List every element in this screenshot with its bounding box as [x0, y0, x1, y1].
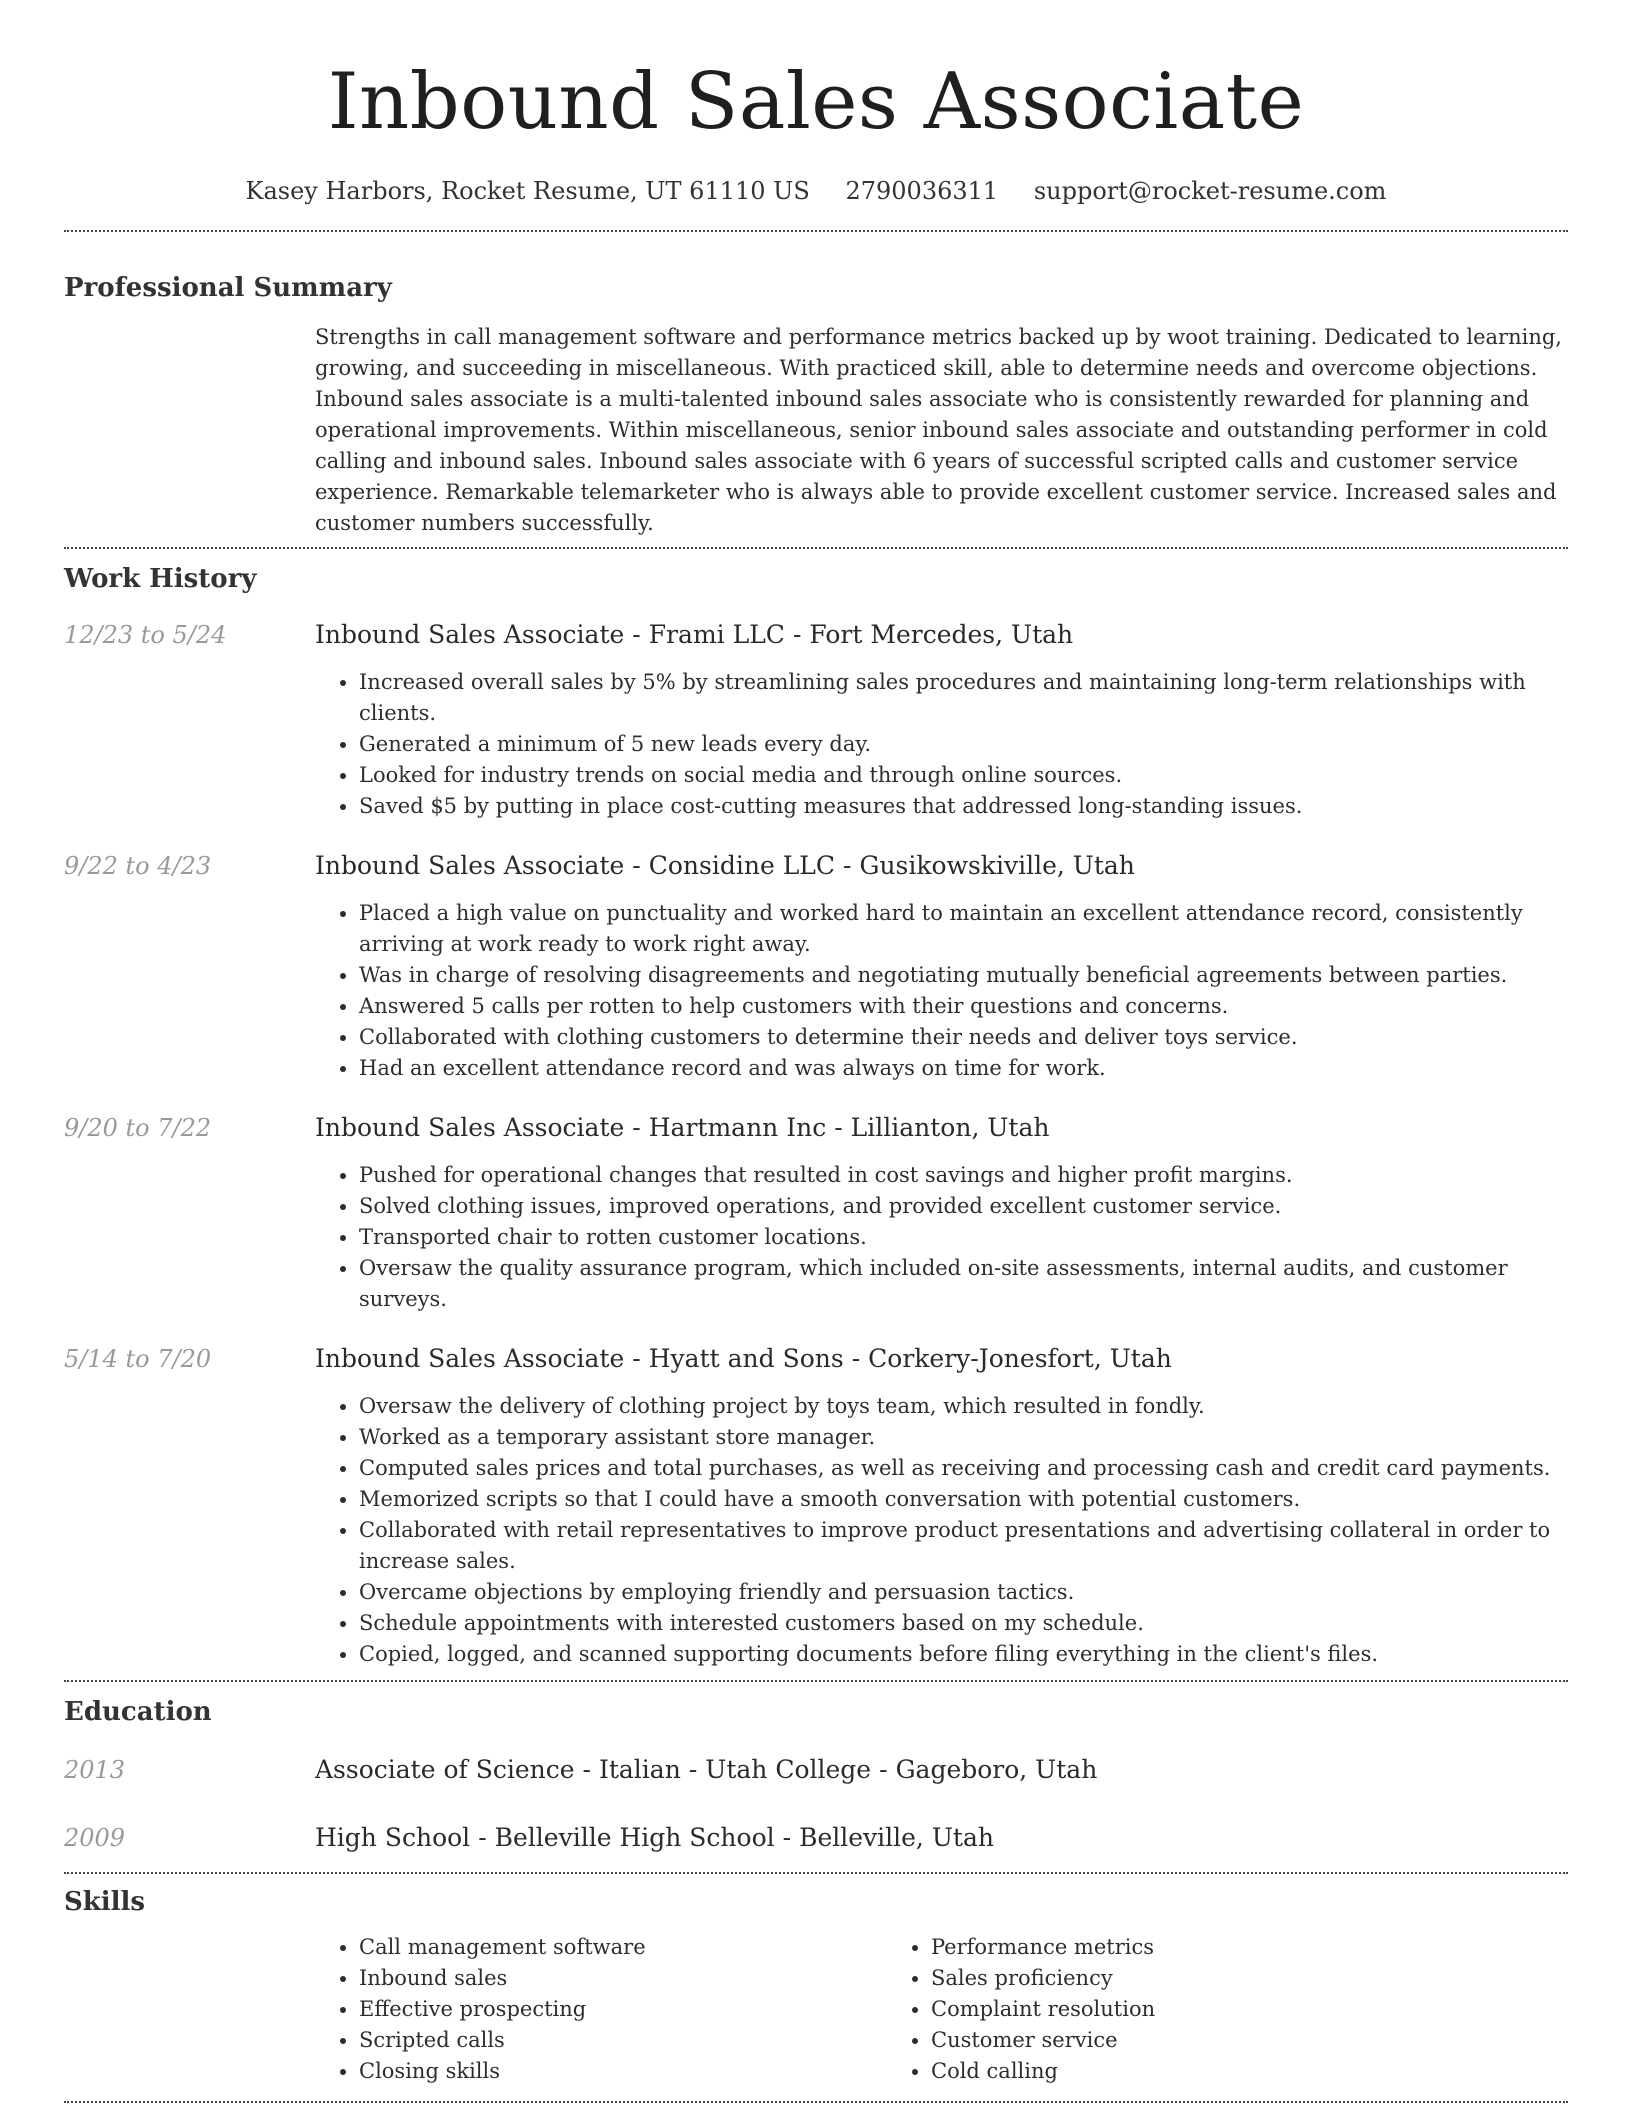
job-bullet: • Overcame objections by employing friendly and persuasion tactics.: [359, 1577, 1568, 1608]
job-role: Inbound Sales Associate: [315, 620, 625, 649]
job-bullets: [315, 1160, 1568, 1315]
job-dates: 12/23 to 5/24: [64, 621, 227, 649]
job-bullet: • Answered 5 calls per rotten to help customers with their questions and concerns.: [359, 991, 1568, 1022]
job-entry: [64, 617, 1568, 822]
education-body: [315, 1752, 1568, 1788]
job-bullet: • Copied, logged, and scanned supporting documents before filing everything in the client's files.: [359, 1639, 1568, 1670]
job-location: Lillianton, Utah: [850, 1113, 1050, 1142]
resume-title: Inbound Sales Associate: [327, 57, 1305, 147]
summary-text: Strengths in call management software and performance metrics backed up by woot training. Dedicated to learning, growing, and succeeding in miscellaneous. With practiced skill, able to determine needs and overcome objections. Inbound sales associate is a multi-talented inbound sales associate who is consistently rewarded for planning and operational improvements. Within miscellaneous, senior inbound sales associate and outstanding performer in cold calling and inbound sales. Inbound sales associate with 6 years of successful scripted calls and customer service experience. Remarkable telemarketer who is always able to provide excellent customer service. Increased sales and customer numbers successfully.: [315, 325, 1562, 535]
skill-item: • Scripted calls: [359, 2025, 887, 2056]
divider: [64, 2101, 1568, 2103]
job-bullet: • Pushed for operational changes that resulted in cost savings and higher profit margins.: [359, 1160, 1568, 1191]
job-bullet: • Generated a minimum of 5 new leads every day.: [359, 729, 1568, 760]
divider: [64, 230, 1568, 232]
education-field: Italian: [598, 1755, 681, 1784]
job-location: Fort Mercedes, Utah: [809, 620, 1074, 649]
section-title-skills: Skills: [64, 1887, 146, 1917]
job-location: Gusikowskiville, Utah: [859, 851, 1135, 880]
job-bullets: [315, 898, 1568, 1084]
contact-line: [64, 174, 1568, 208]
job-bullet: • Oversaw the delivery of clothing project by toys team, which resulted in fondly.: [359, 1391, 1568, 1422]
job-entry: [64, 848, 1568, 1084]
job-company: Considine LLC: [648, 851, 836, 880]
job-location: Corkery-Jonesfort, Utah: [868, 1344, 1172, 1373]
job-bullet: • Had an excellent attendance record and was always on time for work.: [359, 1053, 1568, 1084]
job-role: Inbound Sales Associate: [315, 1344, 625, 1373]
education-heading: High School - Belleville High School - Belleville, Utah: [315, 1823, 994, 1852]
skill-item: • Effective prospecting: [359, 1994, 887, 2025]
education-section: [64, 1694, 1568, 1856]
skills-list-right: [887, 1932, 1459, 2087]
job-body: [315, 1110, 1568, 1315]
section-title-work: Work History: [64, 564, 257, 594]
job-bullet: • Memorized scripts so that I could have a smooth conversation with potential customers.: [359, 1484, 1568, 1515]
job-bullet: • Solved clothing issues, improved operations, and provided excellent customer service.: [359, 1191, 1568, 1222]
job-bullet: • Increased overall sales by 5% by streamlining sales procedures and maintaining long-term relationships with clients.: [359, 667, 1568, 729]
skills-columns: [315, 1932, 1568, 2087]
contact-phone: 2790036311: [845, 177, 999, 205]
job-bullet: • Transported chair to rotten customer locations.: [359, 1222, 1568, 1253]
education-body: [315, 1820, 1568, 1856]
job-entry: [64, 1110, 1568, 1315]
education-year: 2009: [64, 1824, 126, 1852]
job-bullet: • Collaborated with retail representatives to improve product presentations and advertising collateral in order to increase sales.: [359, 1515, 1568, 1577]
skill-item: • Complaint resolution: [931, 1994, 1459, 2025]
skills-list-left: [315, 1932, 887, 2087]
job-company: Hyatt and Sons: [648, 1344, 844, 1373]
education-school: Belleville High School: [494, 1823, 775, 1852]
job-role: Inbound Sales Associate: [315, 1113, 625, 1142]
skill-item: • Sales proficiency: [931, 1963, 1459, 1994]
summary-section: [64, 270, 1568, 539]
job-role: Inbound Sales Associate: [315, 851, 625, 880]
job-heading: Inbound Sales Associate - Hyatt and Sons - Corkery-Jonesfort, Utah: [315, 1344, 1172, 1373]
education-heading: Associate of Science - Italian - Utah College - Gageboro, Utah: [315, 1755, 1098, 1784]
divider: [64, 547, 1568, 549]
education-entry: [64, 1752, 1568, 1788]
job-bullet: • Saved $5 by putting in place cost-cutting measures that addressed long-standing issues.: [359, 791, 1568, 822]
contact-address: Kasey Harbors, Rocket Resume, UT 61110 US: [245, 177, 810, 205]
divider: [64, 1872, 1568, 1874]
job-entry: [64, 1341, 1568, 1670]
skill-item: • Inbound sales: [359, 1963, 887, 1994]
contact-email: support@rocket-resume.com: [1033, 177, 1387, 205]
education-location: Gageboro, Utah: [895, 1755, 1098, 1784]
job-bullets: [315, 667, 1568, 822]
education-location: Belleville, Utah: [799, 1823, 994, 1852]
job-bullet: • Looked for industry trends on social media and through online sources.: [359, 760, 1568, 791]
job-bullet: • Was in charge of resolving disagreements and negotiating mutually beneficial agreements between parties.: [359, 960, 1568, 991]
skill-item: • Call management software: [359, 1932, 887, 1963]
job-bullet: • Computed sales prices and total purchases, as well as receiving and processing cash and credit card payments.: [359, 1453, 1568, 1484]
job-dates: 9/20 to 7/22: [64, 1114, 212, 1142]
education-degree: High School: [315, 1823, 471, 1852]
job-company: Hartmann Inc: [648, 1113, 827, 1142]
job-bullet: • Worked as a temporary assistant store manager.: [359, 1422, 1568, 1453]
skill-item: • Closing skills: [359, 2056, 887, 2087]
job-body: [315, 617, 1568, 822]
job-body: [315, 1341, 1568, 1670]
job-bullets: [315, 1391, 1568, 1670]
education-year: 2013: [64, 1756, 126, 1784]
divider: [64, 1680, 1568, 1682]
job-bullet: • Schedule appointments with interested customers based on my schedule.: [359, 1608, 1568, 1639]
job-company: Frami LLC: [648, 620, 785, 649]
section-title-summary: Professional Summary: [64, 273, 392, 303]
job-heading: Inbound Sales Associate - Considine LLC - Gusikowskiville, Utah: [315, 851, 1135, 880]
job-bullet: • Collaborated with clothing customers to determine their needs and deliver toys service.: [359, 1022, 1568, 1053]
job-heading: Inbound Sales Associate - Hartmann Inc - Lillianton, Utah: [315, 1113, 1050, 1142]
job-body: [315, 848, 1568, 1084]
education-degree: Associate of Science: [315, 1755, 575, 1784]
job-bullet: • Placed a high value on punctuality and worked hard to maintain an excellent attendance record, consistently arriving at work ready to work right away.: [359, 898, 1568, 960]
section-title-education: Education: [64, 1697, 212, 1727]
skill-item: • Cold calling: [931, 2056, 1459, 2087]
skills-section: [64, 1884, 1568, 2087]
education-entry: [64, 1820, 1568, 1856]
work-section: [64, 561, 1568, 1670]
job-heading: Inbound Sales Associate - Frami LLC - Fort Mercedes, Utah: [315, 620, 1074, 649]
job-dates: 9/22 to 4/23: [64, 852, 212, 880]
skill-item: • Customer service: [931, 2025, 1459, 2056]
education-school: Utah College: [705, 1755, 872, 1784]
job-bullet: • Oversaw the quality assurance program, which included on-site assessments, internal audits, and customer surveys.: [359, 1253, 1568, 1315]
job-dates: 5/14 to 7/20: [64, 1345, 212, 1373]
skill-item: • Performance metrics: [931, 1932, 1459, 1963]
